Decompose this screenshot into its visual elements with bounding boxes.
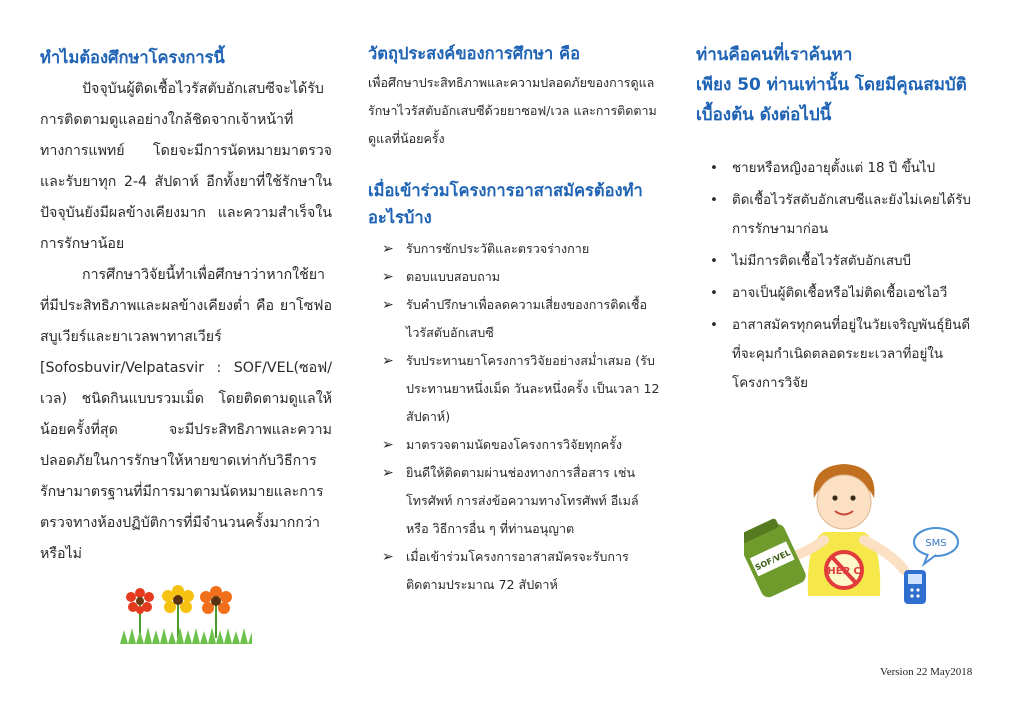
version-label: Version 22 May2018 xyxy=(880,666,973,678)
list-item: • ชายหรือหญิงอายุตั้งแต่ 18 ปี ขึ้นไป xyxy=(706,154,976,183)
arrow-bullet-icon: ➢ xyxy=(382,241,394,257)
why-study-heading: ทำไมต้องศึกษาโครงการนี้ xyxy=(40,48,225,67)
why-study-paragraph-1: ปัจจุบันผู้ติดเชื้อไวรัสตับอักเสบซีจะได้รับการติดตามดูแลอย่างใกล้ชิดจากเจ้าหน้าที่ทางการแพทย์ โดยจะมีการนัดหมายมาตรวจและรับยาทุก 2-4 สัปดาห์ อีกทั้งยาที่ใช้รักษาในปัจจุบันยังมีผลข้างเคียงมาก และความสำเร็จในการรักษาน้อย xyxy=(40,81,332,252)
list-item: ➢ รับการซักประวัติและตรวจร่างกาย xyxy=(380,235,660,263)
arrow-bullet-icon: ➢ xyxy=(382,437,394,453)
list-item: ➢ ยินดีให้ติดตามผ่านช่องทางการสื่อสาร เช่น โทรศัพท์ การส่งข้อความทางโทรศัพท์ อีเมล์ หรือ วิธีการอื่น ๆ ที่ท่านอนุญาต xyxy=(380,459,660,543)
eligibility-heading-line-1: ท่านคือคนที่เราค้นหา xyxy=(696,45,853,65)
sof-vel-jar-label: SOF/VEL xyxy=(753,548,792,573)
participation-list xyxy=(380,235,660,599)
column-why-study xyxy=(40,44,332,570)
eligibility-heading-line-3: เบื้องต้น ดังต่อไปนี้ xyxy=(696,105,832,125)
list-item: ➢ รับประทานยาโครงการวิจัยอย่างสม่ำเสมอ (รับประทานยาหนึ่งเม็ด วันละหนึ่งครั้ง เป็นเวลา 12 สัปดาห์) xyxy=(380,347,660,431)
arrow-bullet-icon: ➢ xyxy=(382,297,394,313)
sms-label: SMS xyxy=(925,538,947,549)
list-item: • ติดเชื้อไวรัสตับอักเสบซีและยังไม่เคยได้รับการรักษามาก่อน xyxy=(706,186,976,244)
list-item: ➢ เมื่อเข้าร่วมโครงการอาสาสมัครจะรับการติดตามประมาณ 72 สัปดาห์ xyxy=(380,543,660,599)
list-item: • อาจเป็นผู้ติดเชื้อหรือไม่ติดเชื้อเอชไอวี xyxy=(706,279,976,308)
arrow-bullet-icon: ➢ xyxy=(382,269,394,285)
participation-heading: เมื่อเข้าร่วมโครงการอาสาสมัครต้องทำอะไรบ้าง xyxy=(368,181,643,227)
objective-text: เพื่อศึกษาประสิทธิภาพและความปลอดภัยของการดูแลรักษาไวรัสตับอักเสบซีด้วยยาซอฟ/เวล และการติดตามดูแลที่น้อยครั้ง xyxy=(368,75,657,146)
child-illustration xyxy=(744,458,964,608)
list-item: • อาสาสมัครทุกคนที่อยู่ในวัยเจริญพันธุ์ยินดีที่จะคุมกำเนิดตลอดระยะเวลาที่อยู่ในโครงการวิจัย xyxy=(706,311,976,398)
list-item: ➢ มาตรวจตามนัดของโครงการวิจัยทุกครั้ง xyxy=(380,431,660,459)
bullet-dot-icon: • xyxy=(710,161,718,176)
arrow-bullet-icon: ➢ xyxy=(382,465,394,481)
objective-heading: วัตถุประสงค์ของการศึกษา คือ xyxy=(368,44,580,63)
eligibility-list xyxy=(706,154,976,398)
bullet-dot-icon: • xyxy=(710,318,718,333)
eligibility-heading-line-2: เพียง 50 ท่านเท่านั้น โดยมีคุณสมบัติ xyxy=(696,75,967,95)
list-item: • ไม่มีการติดเชื้อไวรัสตับอักเสบบี xyxy=(706,247,976,276)
column-objectives xyxy=(368,40,660,599)
bullet-dot-icon: • xyxy=(710,254,718,269)
list-item: ➢ รับคำปรึกษาเพื่อลดความเสี่ยงของการติดเชื้อไวรัสตับอักเสบซี xyxy=(380,291,660,347)
bullet-dot-icon: • xyxy=(710,286,718,301)
column-eligibility xyxy=(696,40,996,401)
eligibility-heading xyxy=(696,40,996,130)
arrow-bullet-icon: ➢ xyxy=(382,353,394,369)
bullet-dot-icon: • xyxy=(710,193,718,208)
arrow-bullet-icon: ➢ xyxy=(382,549,394,565)
flowers-illustration xyxy=(120,582,252,644)
hep-c-label: HEP C xyxy=(827,566,861,577)
list-item: ➢ ตอบแบบสอบถาม xyxy=(380,263,660,291)
why-study-paragraph-2: การศึกษาวิจัยนี้ทำเพื่อศึกษาว่าหากใช้ยาที่มีประสิทธิภาพและผลข้างเคียงต่ำ คือ ยาโซฟอสบูเวียร์และยาเวลพาทาสเวียร์ [Sofosbuvir/Velpatasvir : SOF/VEL(ซอฟ/เวล) ชนิดกินแบบรวมเม็ด โดยติดตามดูแลให้น้อยครั้งที่สุด จะมีประสิทธิภาพและความปลอดภัยในการรักษาให้หายขาดเท่ากับวิธีการรักษามาตรฐานที่มีการมาตามนัดหมายและการตรวจทางห้องปฏิบัติการที่มีจำนวนครั้งมากกว่าหรือไม่ xyxy=(40,267,332,562)
